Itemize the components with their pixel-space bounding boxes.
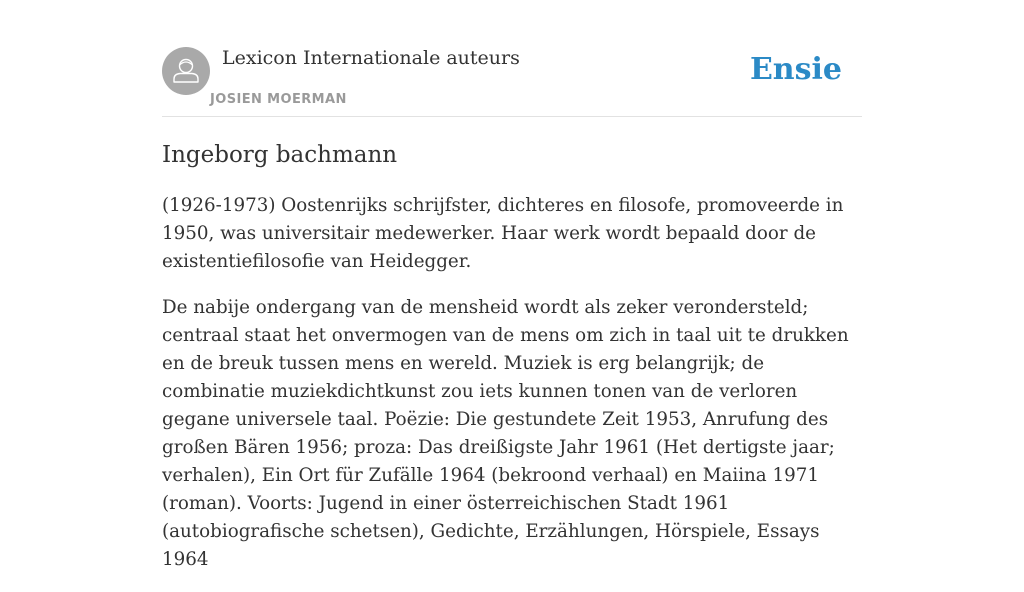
lexicon-title-link[interactable]: Lexicon Internationale auteurs	[222, 47, 520, 69]
article-paragraph: (1926-1973) Oostenrijks schrijfster, dichteres en filosofe, promoveerde in 1950, was universitair medewerker. Haar werk wordt bepaald door de existentiefilosofie van Heidegger.	[162, 195, 844, 272]
article-body	[162, 192, 862, 592]
brand-logo[interactable]: Ensie	[749, 52, 842, 87]
article-title: Ingeborg bachmann	[162, 142, 398, 168]
user-icon	[162, 47, 210, 95]
author-name[interactable]: JOSIEN MOERMAN	[210, 92, 347, 107]
header	[162, 44, 862, 117]
article-paragraph: De nabije ondergang van de mensheid wordt als zeker verondersteld; centraal staat het onvermogen van de mens om zich in taal uit te drukken en de breuk tussen mens en wereld. Muziek is erg belangrijk; de combinatie muziekdichtkunst zou iets kunnen tonen van de verloren gegane universele taal. Poëzie: Die gestundete Zeit 1953, Anrufung des großen Bären 1956; proza: Das dreißigste Jahr 1961 (Het dertigste jaar; verhalen), Ein Ort für Zufälle 1964 (bekroond verhaal) en Maiina 1971 (roman). Voorts: Jugend in einer österreichischen Stadt 1961 (autobiografische schetsen), Gedichte, Erzählungen, Hörspiele, Essays 1964	[162, 297, 849, 570]
avatar[interactable]	[162, 47, 210, 95]
